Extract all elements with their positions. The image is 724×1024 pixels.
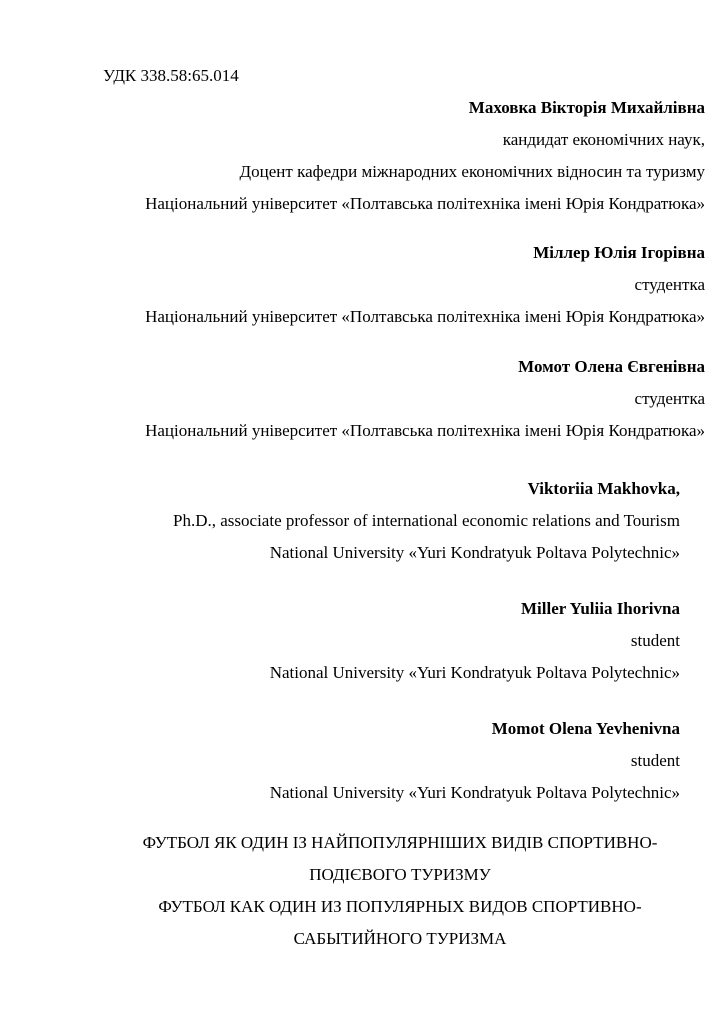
- author-affiliation: National University «Yuri Kondratyuk Poltava Polytechnic»: [269, 663, 680, 682]
- author-affiliation: Національний університет «Полтавська політехніка імені Юрія Кондратюка»: [145, 421, 705, 440]
- author-affiliation: National University «Yuri Kondratyuk Poltava Polytechnic»: [269, 783, 680, 802]
- author-status: студентка: [634, 389, 705, 408]
- author-block-en-makhovka: [0, 473, 724, 569]
- author-block-uk-miller: [0, 237, 724, 333]
- author-block-en-momot: [0, 713, 724, 809]
- author-name: Miller Yuliia Ihorivna: [520, 599, 680, 618]
- author-affiliation: Національний університет «Полтавська політехніка імені Юрія Кондратюка»: [145, 194, 705, 213]
- paper-title-ru-line: САБЫТИЙНОГО ТУРИЗМА: [293, 929, 507, 948]
- paper-title: [105, 827, 695, 955]
- paper-title-uk-line: ПОДІЄВОГО ТУРИЗМУ: [309, 865, 491, 884]
- author-block-en-miller: [0, 593, 724, 689]
- author-degree: кандидат економічних наук,: [502, 130, 705, 149]
- paper-title-uk-line: ФУТБОЛ ЯК ОДИН ІЗ НАЙПОПУЛЯРНІШИХ ВИДІВ СПОРТИВНО-: [142, 833, 658, 852]
- author-name: Viktoriia Makhovka,: [527, 479, 680, 498]
- author-block-uk-momot: [0, 351, 724, 447]
- author-position: Доцент кафедри міжнародних економічних відносин та туризму: [239, 162, 705, 181]
- author-name: Momot Olena Yevhenivna: [491, 719, 680, 738]
- author-status: student: [630, 631, 680, 650]
- author-name: Маховка Вікторія Михайлівна: [468, 98, 705, 117]
- author-name: Момот Олена Євгенівна: [518, 357, 705, 376]
- udc-code: УДК 338.58:65.014: [103, 66, 239, 85]
- author-status: student: [630, 751, 680, 770]
- author-block-uk-makhovka: [0, 92, 724, 220]
- author-status: студентка: [634, 275, 705, 294]
- paper-title-ru-line: ФУТБОЛ КАК ОДИН ИЗ ПОПУЛЯРНЫХ ВИДОВ СПОРТИВНО-: [158, 897, 642, 916]
- author-name: Міллер Юлія Ігорівна: [533, 243, 705, 262]
- author-degree: Ph.D., associate professor of international economic relations and Tourism: [173, 511, 680, 530]
- author-affiliation: Національний університет «Полтавська політехніка імені Юрія Кондратюка»: [145, 307, 705, 326]
- author-affiliation: National University «Yuri Kondratyuk Poltava Polytechnic»: [269, 543, 680, 562]
